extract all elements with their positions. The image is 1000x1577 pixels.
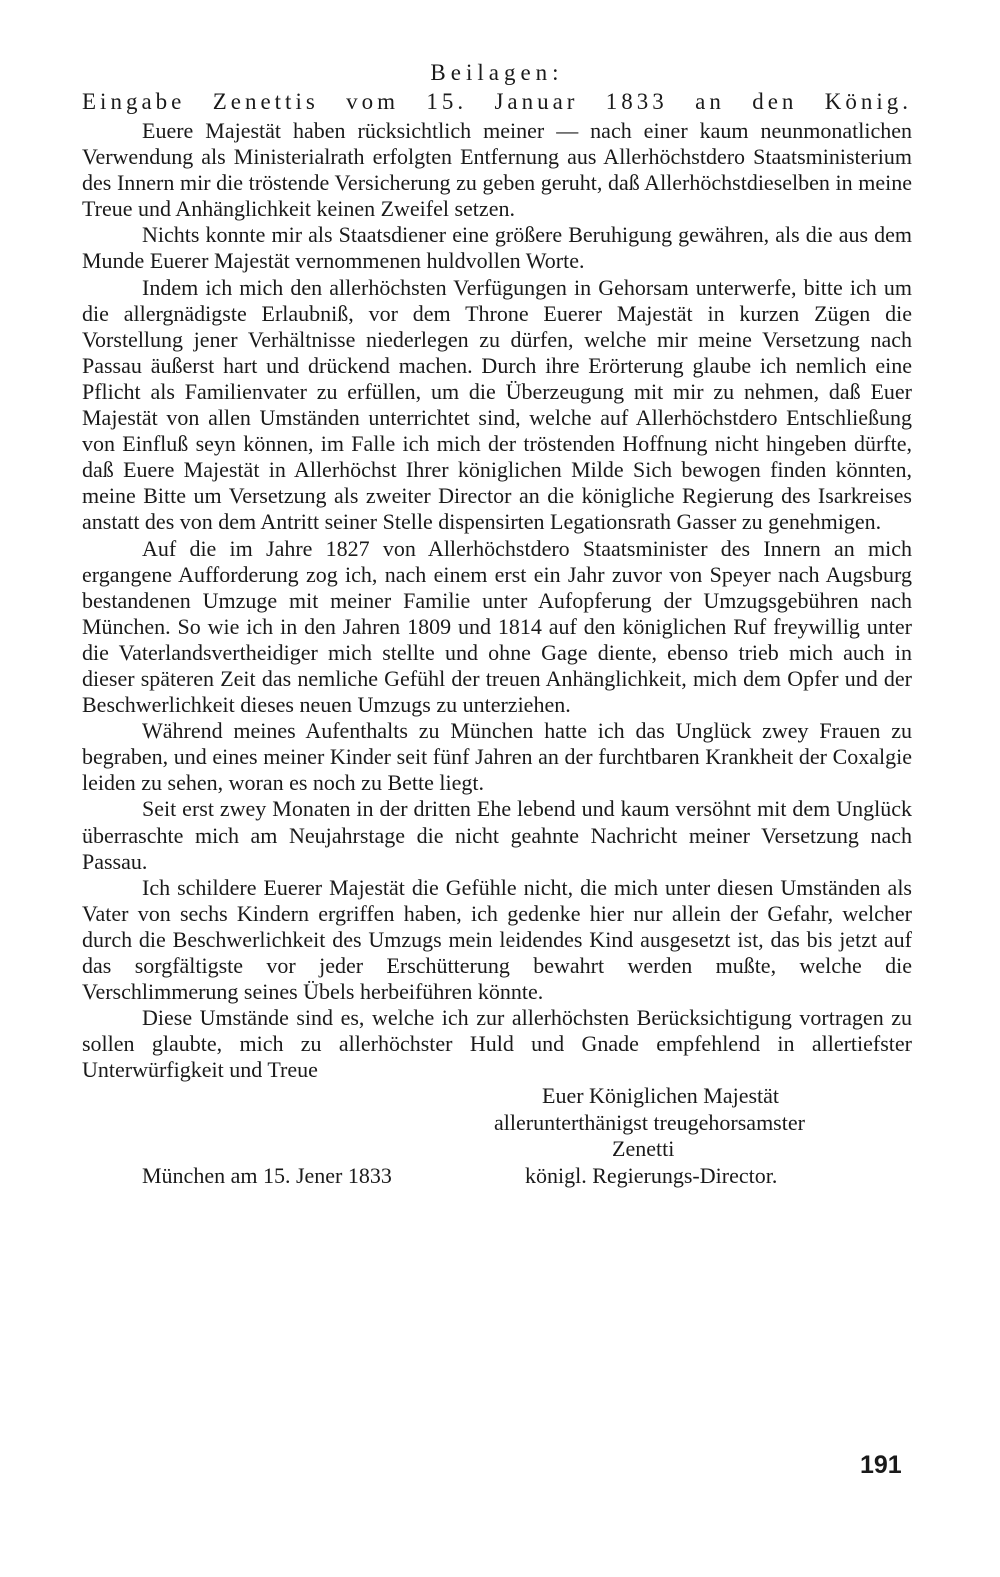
section-heading: Beilagen: (430, 60, 564, 85)
closing-salutation: Euer Königlichen Majestät (542, 1083, 780, 1109)
paragraph-4: Auf die im Jahre 1827 von Allerhöchstdero Staatsminister des Innern an mich ergangene Aufforderung zog ich, nach einem erst ein Jahr zuvor von Speyer nach Augsburg bestandenen Umzuge mit meiner Familie unter Aufopferung der Umzugsgebühren nach München. So wie ich in den Jahren 1809 und 1814 auf den königlichen Ruf freywillig unter die Vaterlandsvertheidiger mich stellte und ohne Gage diente, ebenso trieb mich auch in dieser späteren Zeit das nemliche Gefühl der treuen Anhänglichkeit, mich dem Opfer und der Beschwerlichkeit dieses neuen Umzugs zu unterziehen. (82, 535, 912, 718)
document-subheading: Eingabe Zenettis vom 15. Januar 1833 an den König. (82, 89, 912, 114)
paragraph-3: Indem ich mich den allerhöchsten Verfügungen in Gehorsam unterwerfe, bitte ich um die allergnädigste Erlaubniß, vor dem Throne Euerer Majestät in kurzen Zügen die Vorstellung jener Verhältnisse niederlegen zu dürfen, welche mir meine Versetzung nach Passau äußerst hart und drückend machen. Durch ihre Erörterung glaube ich nemlich eine Pflicht als Familienvater zu erfüllen, um die Überzeugung mit mir zu nehmen, daß Euer Majestät von allen Umständen unterrichtet sind, welche auf Allerhöchstdero Entschließung von Einfluß seyn können, im Falle ich mich der tröstenden Hoffnung nicht hingeben dürfte, daß Euere Majestät in Allerhöchst Ihrer königlichen Milde Sich bewogen finden könnten, meine Bitte um Versetzung als zweiter Director an die königliche Regierung des Isarkreises anstatt des von dem Antritt seiner Stelle dispensirten Legationsrath Gasser zu genehmigen. (82, 274, 912, 535)
signature-title: königl. Regierungs-Director. (525, 1162, 778, 1188)
paragraph-1: Euere Majestät haben rücksichtlich meiner — nach einer kaum neunmonatlichen Verwendung als Ministerialrath erfolgten Entfernung aus Allerhöchstdero Staatsministerium des Innern mir die tröstende Versicherung zu geben geruht, daß Allerhöchstdieselben in meine Treue und Anhänglichkeit keinen Zweifel setzen. (82, 118, 912, 222)
signature-name: Zenetti (612, 1136, 675, 1162)
paragraph-6: Seit erst zwey Monaten in der dritten Ehe lebend und kaum versöhnt mit dem Unglück überraschte mich am Neujahrstage die nicht geahnte Nachricht meiner Versetzung nach Passau. (82, 796, 912, 874)
paragraph-8: Diese Umstände sind es, welche ich zur allerhöchsten Berücksichtigung vortragen zu sollen glaubte, mich zu allerhöchster Huld und Gnade empfehlend in allertiefster Unterwürfigkeit und Treue (82, 1005, 912, 1083)
closing-formula: allerunterthänigst treugehorsamster (494, 1109, 805, 1135)
paragraph-7: Ich schildere Euerer Majestät die Gefühle nicht, die mich unter diesen Umständen als Vater von sechs Kindern ergriffen haben, ich gedenke hier nur allein der Gefahr, welcher durch die Beschwerlichkeit des Umzugs mein leidendes Kind ausgesetzt ist, das bis jetzt auf das sorgfältigste vor jeder Erschütterung bewahrt werden mußte, welche die Verschlimmerung seines Übels herbeiführen könnte. (82, 874, 912, 1005)
document-page (82, 58, 912, 1213)
paragraph-2: Nichts konnte mir als Staatsdiener eine größere Beruhigung gewähren, als die aus dem Munde Euerer Majestät vernommenen huldvollen Worte. (82, 222, 912, 274)
letter-closing (82, 1083, 912, 1213)
paragraph-5: Während meines Aufenthalts zu München hatte ich das Unglück zwey Frauen zu begraben, und eines meiner Kinder seit fünf Jahren an der furchtbaren Krankheit der Coxalgie leiden zu sehen, woran es noch zu Bette liegt. (82, 718, 912, 796)
place-date: München am 15. Jener 1833 (142, 1162, 392, 1188)
page-number: 191 (860, 1451, 902, 1479)
